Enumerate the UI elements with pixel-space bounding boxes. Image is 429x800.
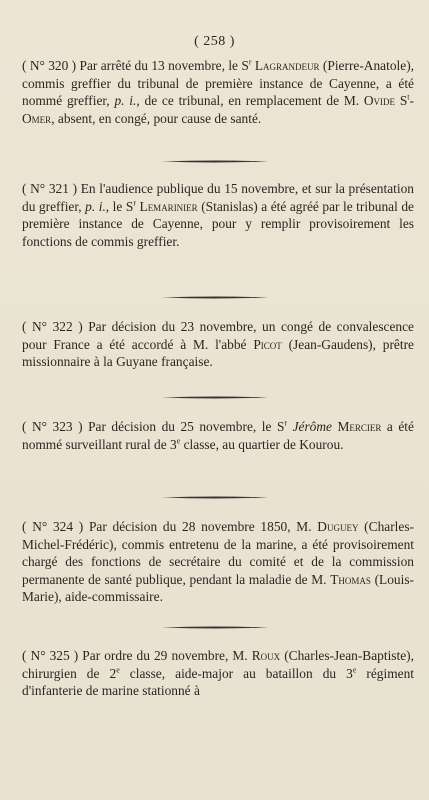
- entry-325: [22, 647, 414, 700]
- entry-number: ( N° 320 ): [22, 58, 77, 73]
- text-run: (Pierre-Anatole), commis greffier du tribunal de première instance de Cayenne, a été nommé greffier,: [22, 58, 415, 109]
- superscript: t: [407, 92, 410, 102]
- italic-run: Jérôme: [287, 419, 332, 434]
- entry-324: [22, 518, 414, 606]
- separator-rule: [162, 160, 268, 163]
- text-run: (Stanislas) a été agréé par le tribunal de première instance de Cayenne, pour y remplir provisoirement les fonctions de commis greffier.: [22, 198, 414, 249]
- italic-run: p. i.: [85, 198, 106, 214]
- text-run: , absent, en congé, pour cause de santé.: [51, 110, 262, 126]
- text-run: régiment d'infanterie de marine stationné à: [22, 665, 414, 699]
- text-run: (Jean-Gaudens), prêtre missionnaire à la Guyane française.: [22, 336, 414, 370]
- entry-number: ( N° 322 ): [22, 319, 83, 334]
- person-name: -Omer: [22, 93, 414, 126]
- text-run: classe, au quartier de Kourou.: [180, 436, 344, 452]
- superscript: r: [248, 57, 252, 67]
- entry-323: [22, 418, 414, 453]
- entry-number: ( N° 324 ): [22, 519, 84, 534]
- entry-320: [22, 57, 414, 127]
- entry-text: [22, 518, 414, 606]
- text-run: (Louis-Marie), aide-commissaire.: [22, 571, 414, 605]
- text-run: a été nommé surveillant rural de 3: [22, 419, 414, 452]
- text-run: Par décision du 23 novembre, un congé de convalescence pour France a été accordé à M. l'abbé: [22, 319, 414, 352]
- text-run: Par ordre du 29 novembre, M.: [78, 648, 252, 663]
- separator-rule: [162, 396, 268, 399]
- text-run: Par décision du 28 novembre 1850, M.: [83, 519, 318, 534]
- superscript: e: [116, 665, 120, 675]
- person-name: Lagrandeur: [251, 58, 320, 73]
- page-number: ( 258 ): [194, 34, 235, 49]
- entry-text: [22, 180, 414, 250]
- superscript: r: [284, 418, 288, 428]
- person-name: Roux: [251, 648, 281, 663]
- person-name: Duguey: [317, 519, 359, 534]
- entry-321: [22, 180, 414, 250]
- text-run: En l'audience publique du 15 novembre, et sur la présentation du greffier,: [22, 181, 415, 214]
- superscript: e: [352, 665, 357, 675]
- entry-322: [22, 318, 414, 371]
- separator-rule: [162, 296, 268, 299]
- person-name: Picot: [253, 336, 282, 352]
- text-run: , le S: [105, 198, 134, 214]
- separator-rule: [162, 496, 268, 499]
- text-run: classe, aide-major au bataillon du 3: [119, 665, 353, 681]
- person-name: Mercier: [331, 419, 382, 434]
- entry-number: ( N° 321 ): [22, 181, 78, 196]
- entry-text: [22, 318, 414, 371]
- entry-text: [22, 418, 414, 453]
- person-name: Ovide S: [363, 93, 408, 109]
- text-run: Par décision du 25 novembre, le S: [82, 419, 285, 434]
- entry-number: ( N° 325 ): [22, 648, 79, 663]
- text-run: (Charles-Michel-Frédéric), commis entretenu de la marine, a été provisoirement chargé des fonctions de secrétaire du comité et de la commission permanente de santé publique, pendant la maladie de M.: [22, 519, 415, 587]
- person-name: Lemarinier: [135, 198, 198, 214]
- text-run: , de ce tribunal, en remplacement de M.: [136, 93, 364, 109]
- entry-text: [22, 57, 414, 127]
- italic-run: p. i.: [114, 93, 137, 109]
- separator-rule: [162, 626, 268, 629]
- entry-text: [22, 647, 414, 700]
- superscript: e: [176, 436, 181, 446]
- text-run: Par arrêté du 13 novembre, le S: [76, 58, 249, 73]
- superscript: r: [133, 198, 136, 208]
- entry-number: ( N° 323 ): [22, 419, 83, 434]
- text-run: (Charles-Jean-Baptiste), chirurgien de 2: [22, 648, 414, 681]
- person-name: Thomas: [330, 571, 371, 587]
